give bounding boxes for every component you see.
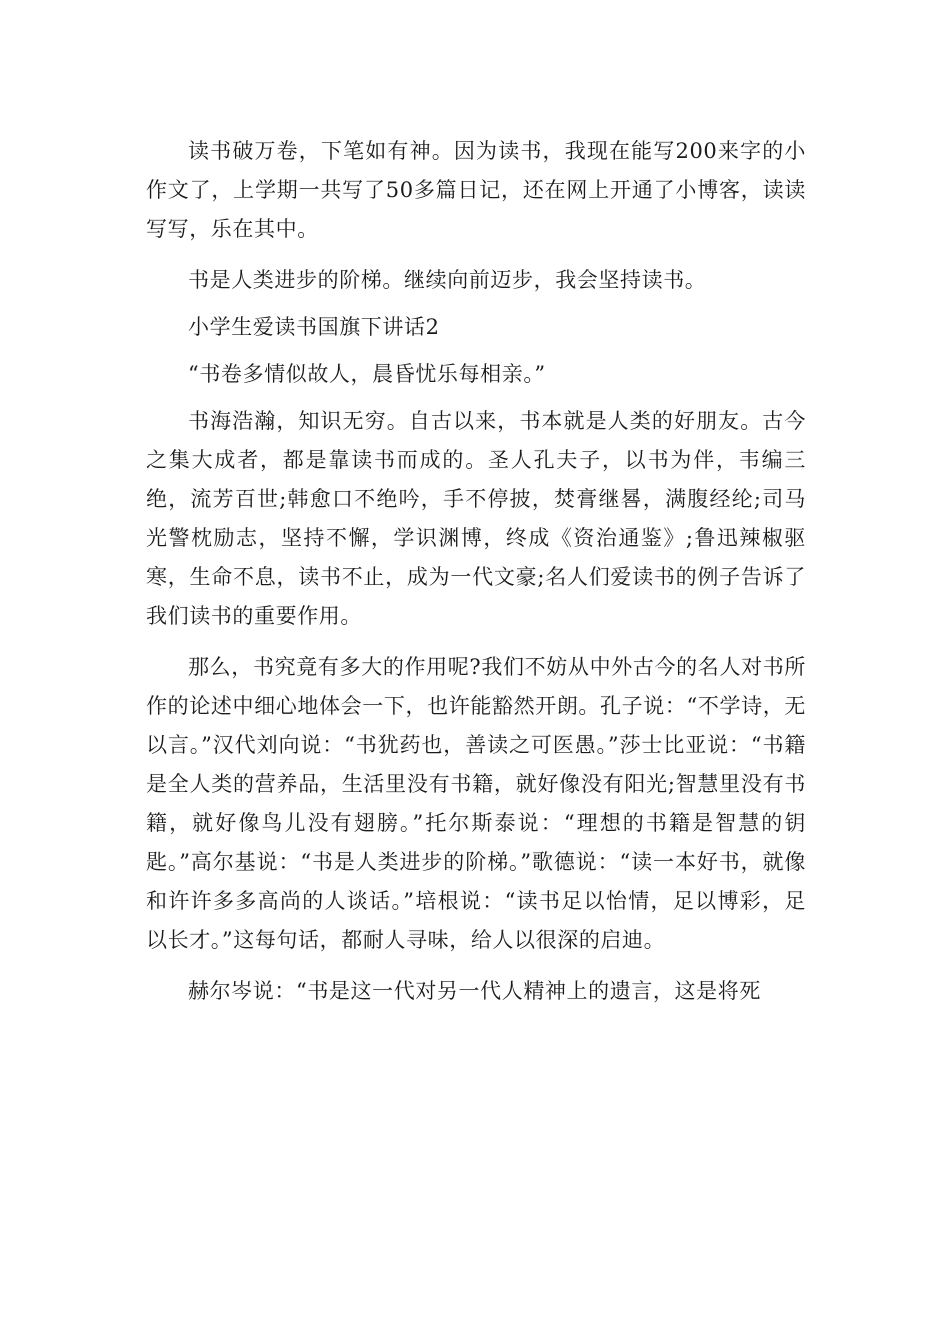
paragraph-famous-readers: 书海浩瀚，知识无穷。自古以来，书本就是人类的好朋友。古今之集大成者，都是靠读书而成的。圣人孔夫子，以书为伴，韦编三绝，流芳百世;韩愈口不绝吟，手不停披，焚膏继晷，满腹经纶;司马光警枕励志，坚持不懈，学识渊博，终成《资治通鉴》;鲁迅辣椒驱寒，生命不息，读书不止，成为一代文豪;名人们爱读书的例子告诉了我们读书的重要作用。 bbox=[146, 409, 806, 628]
paragraph-quote: “书卷多情似故人，晨昏忧乐每相亲。” bbox=[188, 362, 546, 386]
paragraph-book-ladder: 书是人类进步的阶梯。继续向前迈步，我会坚持读书。 bbox=[188, 268, 707, 292]
document-body bbox=[146, 132, 806, 1023]
paragraph-famous-quotes: 那么，书究竟有多大的作用呢?我们不妨从中外古今的名人对书所作的论述中细心地体会一下，也许能豁然开朗。孔子说：“不学诗，无以言。”汉代刘向说：“书犹药也，善读之可医愚。”莎士比亚说：“书籍是全人类的营养品，生活里没有书籍，就好像没有阳光;智慧里没有书籍，就好像鸟儿没有翅膀。”托尔斯泰说：“理想的书籍是智慧的钥匙。”高尔基说：“书是人类进步的阶梯。”歌德说：“读一本好书，就像和许许多多高尚的人谈话。”培根说：“读书足以怡情，足以博彩，足以长才。”这每句话，都耐人寻味，给人以很深的启迪。 bbox=[146, 655, 806, 952]
paragraph-reading-benefits: 读书破万卷，下笔如有神。因为读书，我现在能写200来字的小作文了，上学期一共写了50多篇日记，还在网上开通了小博客，读读写写，乐在其中。 bbox=[146, 139, 806, 241]
paragraph-herzen: 赫尔岑说：“书是这一代对另一代人精神上的遗言，这是将死 bbox=[188, 979, 761, 1003]
section-heading: 小学生爱读书国旗下讲话2 bbox=[188, 315, 440, 339]
